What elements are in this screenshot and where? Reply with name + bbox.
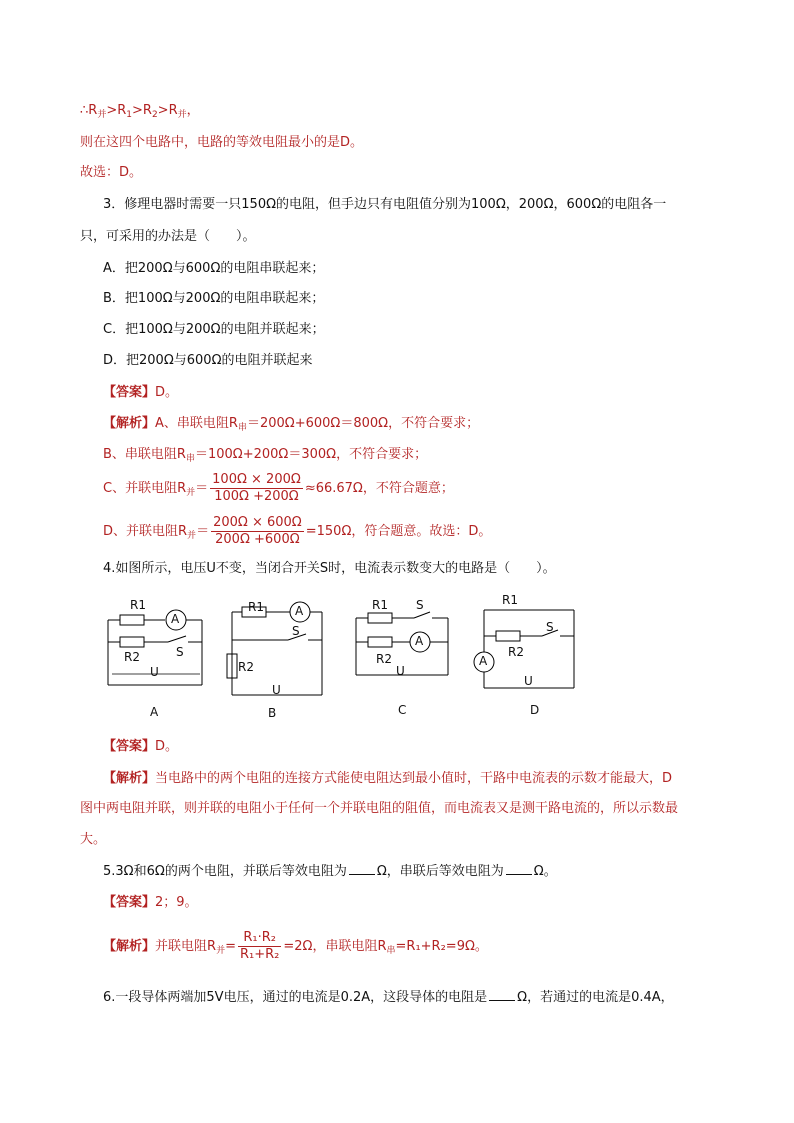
label-switch-d: S — [546, 620, 554, 634]
resistor-r1 — [368, 613, 392, 623]
q4-stem: 4.如图所示，电压U不变，当闭合开关S时，电流表示数变大的电路是（ ）。 — [103, 561, 556, 576]
q4-explain-3: 大。 — [80, 832, 107, 847]
q3-explain-a: 【解析】A、串联电阻$R_串=200\Omega+600\Omega=800\Omega$，不符合要求； — [103, 416, 480, 433]
circuit-diagrams — [0, 590, 794, 730]
answer-blank — [506, 862, 532, 875]
q3-explain-d: D、并联电阻$R_并=$ $\frac{200\Omega \times 600\Omega}{200\Omega +600\Omega}$ =150Ω，符合题意。故选：D。 — [103, 515, 492, 547]
label-r1-d: R1 — [502, 593, 518, 607]
label-circuit-c: C — [398, 703, 407, 717]
label-ammeter-a: A — [171, 612, 180, 626]
resistor-r1 — [120, 615, 144, 625]
label-r2-d: R2 — [508, 645, 524, 659]
label-ammeter-d: A — [479, 654, 488, 668]
q4-explain-2: 图中两电阻并联，则并联的电阻小于任何一个并联电阻的阻值，而电流表又是测干路电流的，所以示数最 — [80, 801, 679, 816]
line-choose: 故选：D。 — [80, 165, 143, 180]
q3-option-b: B．把100Ω与200Ω的电阻串联起来； — [103, 291, 325, 306]
q5-stem: 5.3Ω和6Ω的两个电阻，并联后等效电阻为 Ω，串联后等效电阻为 Ω。 — [103, 864, 557, 879]
resistor-r2 — [496, 631, 520, 641]
label-circuit-a: A — [150, 705, 159, 719]
q3-option-c: C．把100Ω与200Ω的电阻并联起来； — [103, 322, 325, 337]
q3-option-d: D．把200Ω与600Ω的电阻并联起来 — [103, 353, 313, 368]
label-r2-a: R2 — [124, 650, 140, 664]
q3-option-a: A．把200Ω与600Ω的电阻串联起来； — [103, 261, 325, 276]
label-switch-b: S — [292, 624, 300, 638]
label-circuit-d: D — [530, 703, 540, 717]
label-r1-c: R1 — [372, 598, 388, 612]
label-voltage-d: U — [524, 674, 533, 688]
q3-stem-1: 3．修理电器时需要一只150Ω的电阻，但手边只有电阻值分别为100Ω，200Ω，600Ω的电阻各一 — [103, 197, 667, 212]
label-circuit-b: B — [268, 706, 277, 720]
q3-stem-2: 只，可采用的办法是（ ）。 — [80, 229, 256, 244]
q3-explain-b: B、串联电阻$R_串=100\Omega+200\Omega=300\Omega$，不符合要求； — [103, 447, 428, 464]
resistor-r2 — [368, 637, 392, 647]
q6-stem: 6.一段导体两端加5V电压，通过的电流是0.2A，这段导体的电阻是 Ω，若通过的电流是0.4A， — [103, 990, 674, 1005]
label-voltage-c: U — [396, 664, 405, 678]
circuit-b — [227, 602, 322, 695]
q3-answer: 【答案】D。 — [103, 385, 179, 400]
fraction-q5: $\frac{\text{R₁·R₂}}{\text{R₁+R₂}}$ — [239, 930, 280, 962]
q5-explain: 【解析】并联电阻$R_并=$ $\frac{\text{R₁·R₂}}{\text{R₁+R₂}}$ =2Ω，串联电阻$R_串=R_1+R_2=9\Omega$。 — [103, 930, 488, 962]
label-r2-c: R2 — [376, 652, 392, 666]
label-ammeter-c: A — [415, 634, 424, 648]
label-voltage-a: U — [150, 665, 159, 679]
switch-icon — [168, 636, 186, 642]
q3-explain-c: C、并联电阻$R_并=$ $\frac{100\Omega \times 200\Omega}{100\Omega +200\Omega}$ ≈66.67Ω，不符合题意； — [103, 472, 454, 504]
label-r2-b: R2 — [238, 660, 254, 674]
label-ammeter-b: A — [295, 604, 304, 618]
q5-answer: 【答案】2；9。 — [103, 895, 198, 910]
label-voltage-b: U — [272, 683, 281, 697]
label-switch-c: S — [416, 598, 424, 612]
fraction-d: $\frac{200\Omega \times 600\Omega}{200\Omega +600\Omega}$ — [213, 515, 302, 547]
fraction-c: $\frac{100\Omega \times 200\Omega}{100\Omega +200\Omega}$ — [212, 472, 301, 504]
label-r1-a: R1 — [130, 598, 146, 612]
switch-icon — [414, 612, 430, 618]
line-smallest: 则在这四个电路中，电路的等效电阻最小的是D。 — [80, 135, 364, 150]
label-switch-a: S — [176, 645, 184, 659]
resistor-r2 — [120, 637, 144, 647]
answer-blank — [349, 862, 375, 875]
q4-answer: 【答案】D。 — [103, 739, 179, 754]
answer-blank — [489, 988, 515, 1001]
label-r1-b: R1 — [248, 600, 264, 614]
line-conclusion: $\therefore R_并>R_1>R_2>R_并$， — [80, 103, 200, 120]
q4-explain-1: 【解析】当电路中的两个电阻的连接方式能使电阻达到最小值时，干路中电流表的示数才能最大，D — [103, 771, 673, 786]
